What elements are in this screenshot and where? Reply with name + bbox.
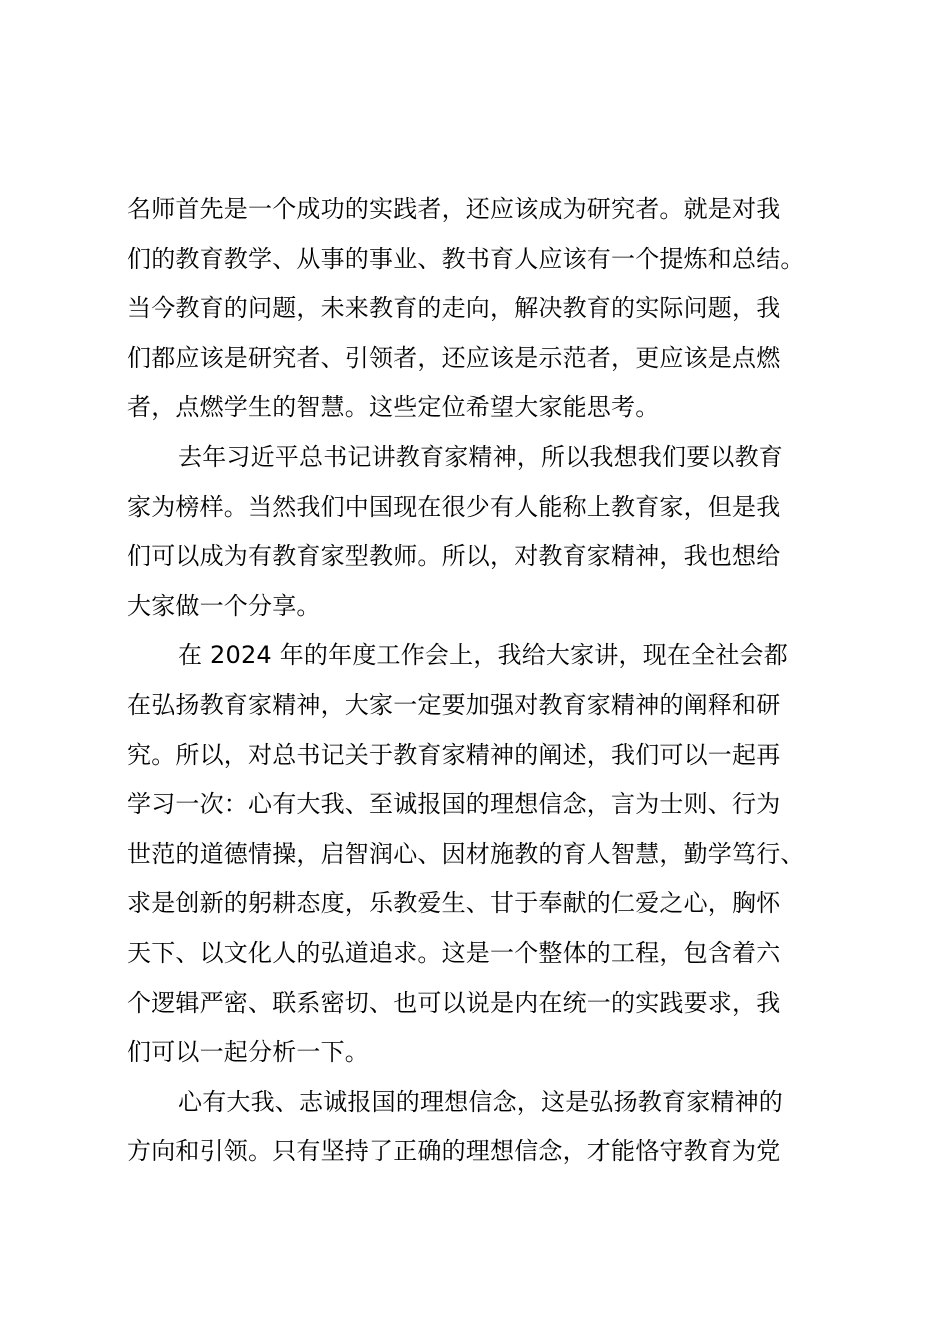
text-line: 世范的道德情操，启智润心、因材施教的育人智慧，勤学笃行、: [127, 839, 805, 868]
text-line: 们可以成为有教育家型教师。所以，对教育家精神，我也想给: [127, 542, 781, 571]
text-line: 大家做一个分享。: [127, 591, 321, 620]
text-line: 们的教育教学、从事的事业、教书育人应该有一个提炼和总结。: [127, 244, 805, 273]
paragraph-start-line: 去年习近平总书记讲教育家精神，所以我想我们要以教育: [178, 442, 783, 471]
text-line: 个逻辑严密、联系密切、也可以说是内在统一的实践要求，我: [127, 988, 781, 1017]
paragraph-start-line: 心有大我、志诚报国的理想信念，这是弘扬教育家精神的: [178, 1087, 783, 1116]
paragraph-start-line: 在 2024 年的年度工作会上，我给大家讲，现在全社会都: [178, 641, 788, 670]
text-line: 方向和引领。只有坚持了正确的理想信念，才能恪守教育为党: [127, 1137, 781, 1166]
text-line: 名师首先是一个成功的实践者，还应该成为研究者。就是对我: [127, 195, 781, 223]
text-line: 学习一次：心有大我、至诚报国的理想信念，言为士则、行为: [127, 790, 781, 819]
text-line: 者，点燃学生的智慧。这些定位希望大家能思考。: [127, 393, 660, 422]
text-line: 们都应该是研究者、引领者，还应该是示范者，更应该是点燃: [127, 343, 781, 372]
text-line: 们可以一起分析一下。: [127, 1038, 369, 1067]
text-line: 究。所以，对总书记关于教育家精神的阐述，我们可以一起再: [127, 740, 781, 769]
text-line: 在弘扬教育家精神，大家一定要加强对教育家精神的阐释和研: [127, 690, 781, 719]
body-text: [127, 185, 837, 1177]
text-line: 求是创新的躬耕态度，乐教爱生、甘于奉献的仁爱之心，胸怀: [127, 889, 781, 918]
text-line: 天下、以文化人的弘道追求。这是一个整体的工程，包含着六: [127, 938, 781, 967]
text-line: 当今教育的问题，未来教育的走向，解决教育的实际问题，我: [127, 294, 781, 323]
text-line: 家为榜样。当然我们中国现在很少有人能称上教育家，但是我: [127, 492, 781, 521]
